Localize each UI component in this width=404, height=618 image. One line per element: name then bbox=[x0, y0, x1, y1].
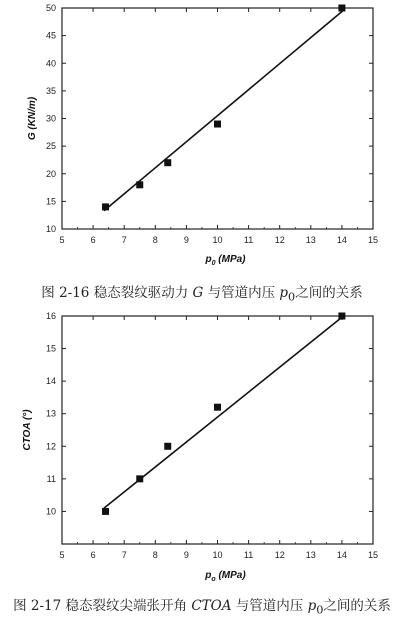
data-point bbox=[214, 121, 221, 128]
y-axis-label: CTOA (°) bbox=[22, 409, 33, 451]
x-tick-label: 8 bbox=[152, 235, 158, 245]
y-tick-label: 13 bbox=[45, 408, 56, 419]
data-point bbox=[136, 181, 143, 188]
caption-p-sub: 0 bbox=[316, 603, 324, 617]
y-tick-label: 15 bbox=[45, 196, 56, 207]
x-tick-label: 5 bbox=[59, 235, 65, 245]
x-tick-label: 14 bbox=[336, 235, 347, 245]
x-tick-label: 10 bbox=[212, 550, 223, 560]
plot-frame bbox=[62, 8, 373, 229]
data-point bbox=[164, 159, 171, 166]
x-tick-label: 15 bbox=[367, 550, 379, 560]
figure-caption-2-17 bbox=[0, 594, 404, 617]
caption-suffix: 之间的关系 bbox=[295, 285, 363, 301]
x-tick-label: 11 bbox=[243, 235, 254, 245]
x-axis-label: $p_0$ (MPa) bbox=[205, 254, 246, 267]
x-tick-label: 14 bbox=[336, 550, 347, 560]
y-tick-label: 30 bbox=[45, 113, 56, 124]
x-tick-label: 9 bbox=[183, 550, 189, 560]
y-tick-label: 40 bbox=[45, 58, 56, 69]
y-tick-label: 25 bbox=[45, 141, 56, 152]
caption-prefix: 图 2-17 稳态裂纹尖端张开角 bbox=[13, 598, 192, 614]
y-tick-label: 12 bbox=[45, 441, 56, 452]
x-tick-label: 7 bbox=[121, 235, 127, 245]
caption-variable: G bbox=[192, 285, 204, 301]
caption-prefix: 图 2-16 稳态裂纹驱动力 bbox=[41, 285, 193, 301]
y-tick-label: 10 bbox=[45, 506, 56, 517]
chart-ctoa-vs-p0 bbox=[0, 308, 404, 590]
caption-suffix: 之间的关系 bbox=[323, 598, 391, 614]
data-point bbox=[102, 508, 109, 515]
x-tick-label: 12 bbox=[274, 550, 285, 560]
x-tick-label: 12 bbox=[274, 235, 285, 245]
x-axis-label: $p_o$ (MPa) bbox=[205, 570, 246, 583]
data-point bbox=[102, 203, 109, 210]
data-point bbox=[214, 404, 221, 411]
y-axis-label: G (KN/m) bbox=[27, 96, 38, 141]
y-tick-label: 35 bbox=[45, 85, 56, 96]
chart-g-vs-p0 bbox=[0, 0, 404, 280]
x-tick-label: 13 bbox=[305, 235, 316, 245]
y-tick-label: 50 bbox=[45, 3, 56, 13]
y-tick-label: 20 bbox=[45, 168, 56, 179]
data-point bbox=[338, 313, 345, 320]
y-tick-label: 45 bbox=[45, 30, 56, 41]
data-point bbox=[338, 5, 345, 12]
x-tick-label: 13 bbox=[305, 550, 316, 560]
y-tick-label: 15 bbox=[45, 343, 56, 354]
x-tick-label: 10 bbox=[212, 235, 223, 245]
caption-mid: 与管道内压 bbox=[203, 285, 280, 301]
x-tick-label: 5 bbox=[59, 550, 65, 560]
x-tick-label: 15 bbox=[367, 235, 379, 245]
x-tick-label: 9 bbox=[183, 235, 189, 245]
x-tick-label: 6 bbox=[90, 235, 96, 245]
y-tick-label: 11 bbox=[46, 473, 56, 484]
caption-p: p bbox=[307, 598, 317, 614]
x-tick-label: 8 bbox=[152, 550, 158, 560]
caption-variable: CTOA bbox=[191, 598, 232, 614]
data-point bbox=[136, 475, 143, 482]
y-tick-label: 10 bbox=[45, 224, 56, 234]
y-tick-label: 16 bbox=[45, 311, 56, 321]
fit-line bbox=[104, 10, 343, 211]
caption-p: p bbox=[279, 285, 289, 301]
y-tick-label: 14 bbox=[45, 376, 56, 387]
caption-p-sub: 0 bbox=[288, 290, 296, 304]
x-tick-label: 11 bbox=[243, 550, 254, 560]
x-tick-label: 6 bbox=[90, 550, 96, 560]
figure-caption-2-16 bbox=[0, 281, 404, 304]
data-point bbox=[164, 443, 171, 450]
caption-mid: 与管道内压 bbox=[231, 598, 308, 614]
x-tick-label: 7 bbox=[121, 550, 127, 560]
